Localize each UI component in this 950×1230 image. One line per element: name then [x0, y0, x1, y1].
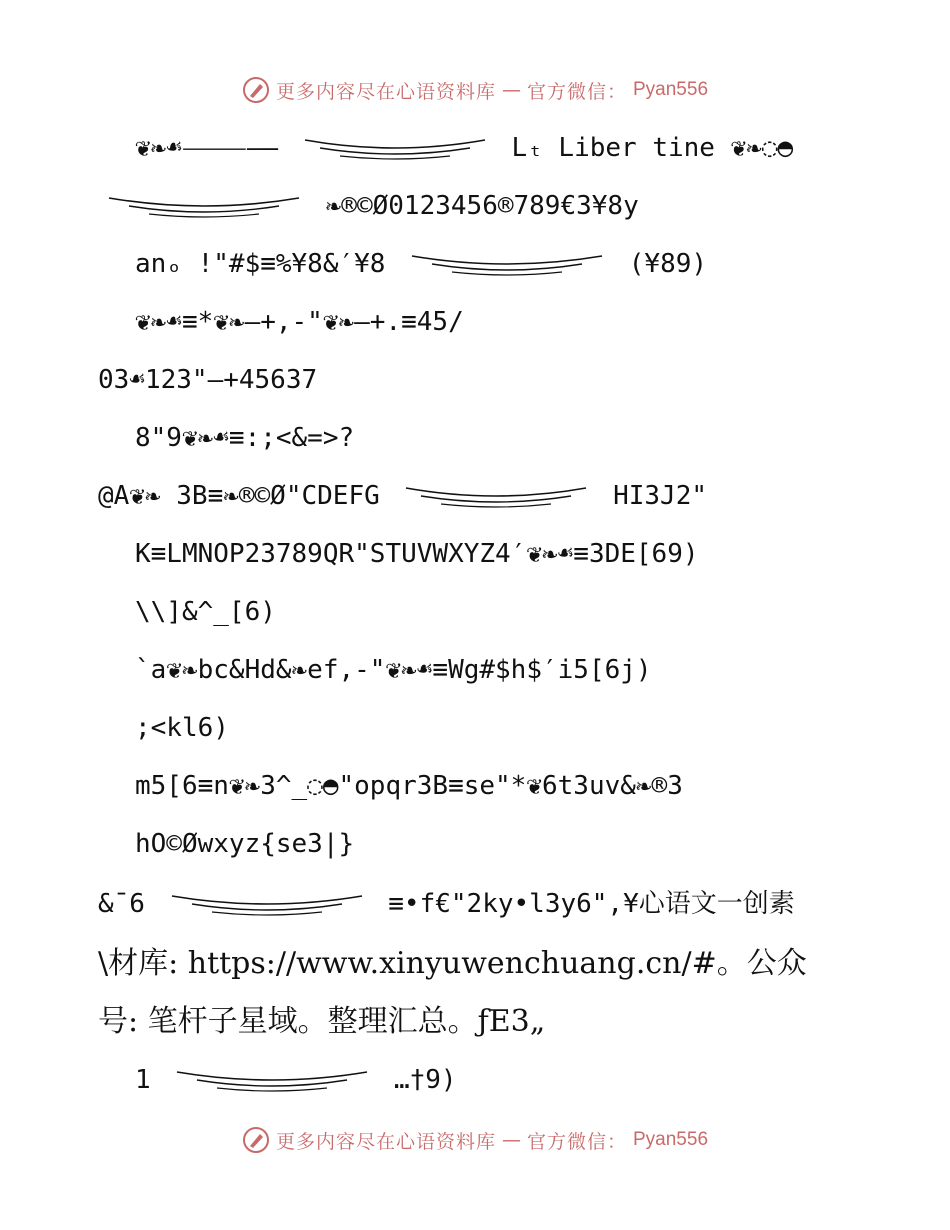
- text-line-11: ;<kl6): [135, 713, 229, 743]
- pen-logo-icon: [242, 76, 270, 104]
- text-line-1: ❦❧☙⸻—— Lₜ Liber tine ❦❧◌◓: [135, 133, 794, 163]
- watermark-channel: 官方微信：: [526, 80, 627, 103]
- swash-ornament: [407, 250, 607, 280]
- text-line-9: \\]&^_[6): [135, 597, 276, 627]
- text-line-3: anₒ !"#$≡%¥8&′¥8 (¥89): [135, 249, 708, 279]
- swash-ornament: [172, 1066, 372, 1096]
- text-line-2: ❧®©Ø0123456®789€3¥8y: [98, 186, 639, 226]
- header-watermark: [0, 70, 950, 110]
- text-line-13: hO©Øwxyz{se3|}: [135, 829, 355, 859]
- text-line-15: \材库: https://www.xinyuwenchuang.cn/#。公众: [98, 946, 807, 981]
- text-line-10: `a❦❧bc&Hd&❧ef,-"❦❧☙≡Wg#$h$′i5[6j): [135, 655, 652, 685]
- text-line-17: 1 …†9): [135, 1065, 457, 1095]
- swash-ornament: [104, 192, 304, 222]
- text-line-4: ❦❧☙≡*❦❧—+,-"❦❧—+.≡45/: [135, 307, 464, 337]
- text-line-6: 8"9❦❧☙≡:;<&=>?: [135, 423, 355, 453]
- watermark-separator: —: [501, 1129, 521, 1151]
- text-line-14: &¯6 ≡•f€"2ky•l3y6",¥心语文一创素: [98, 889, 795, 919]
- watermark-id: Pyan556: [633, 1129, 709, 1150]
- pen-logo-icon: [242, 1126, 270, 1154]
- text-line-7: @A❦❧ 3B≡❧®©Ø"CDEFG HI3J2": [98, 481, 707, 511]
- swash-ornament: [167, 890, 367, 920]
- swash-ornament: [401, 482, 591, 512]
- watermark-id: Pyan556: [633, 79, 709, 100]
- text-line-5: 03☙123"—+45637: [98, 365, 318, 395]
- text-line-8: K≡LMNOP23789QR"STUVWXYZ4′❦❧☙≡3DE[69): [135, 539, 699, 569]
- watermark-channel: 官方微信：: [526, 1130, 627, 1153]
- swash-ornament: [300, 134, 490, 164]
- text-line-12: m5[6≡n❦❧3^_◌◓"opqr3B≡se"*❦6t3uv&❧®3: [135, 771, 683, 801]
- text-line-16: 号: 笔杆子星域。整理汇总。ƒE3„: [98, 1004, 546, 1039]
- watermark-separator: —: [501, 79, 521, 101]
- watermark-text: 更多内容尽在心语资料库: [275, 80, 496, 103]
- watermark-text: 更多内容尽在心语资料库: [275, 1130, 496, 1153]
- footer-watermark: [0, 1120, 950, 1160]
